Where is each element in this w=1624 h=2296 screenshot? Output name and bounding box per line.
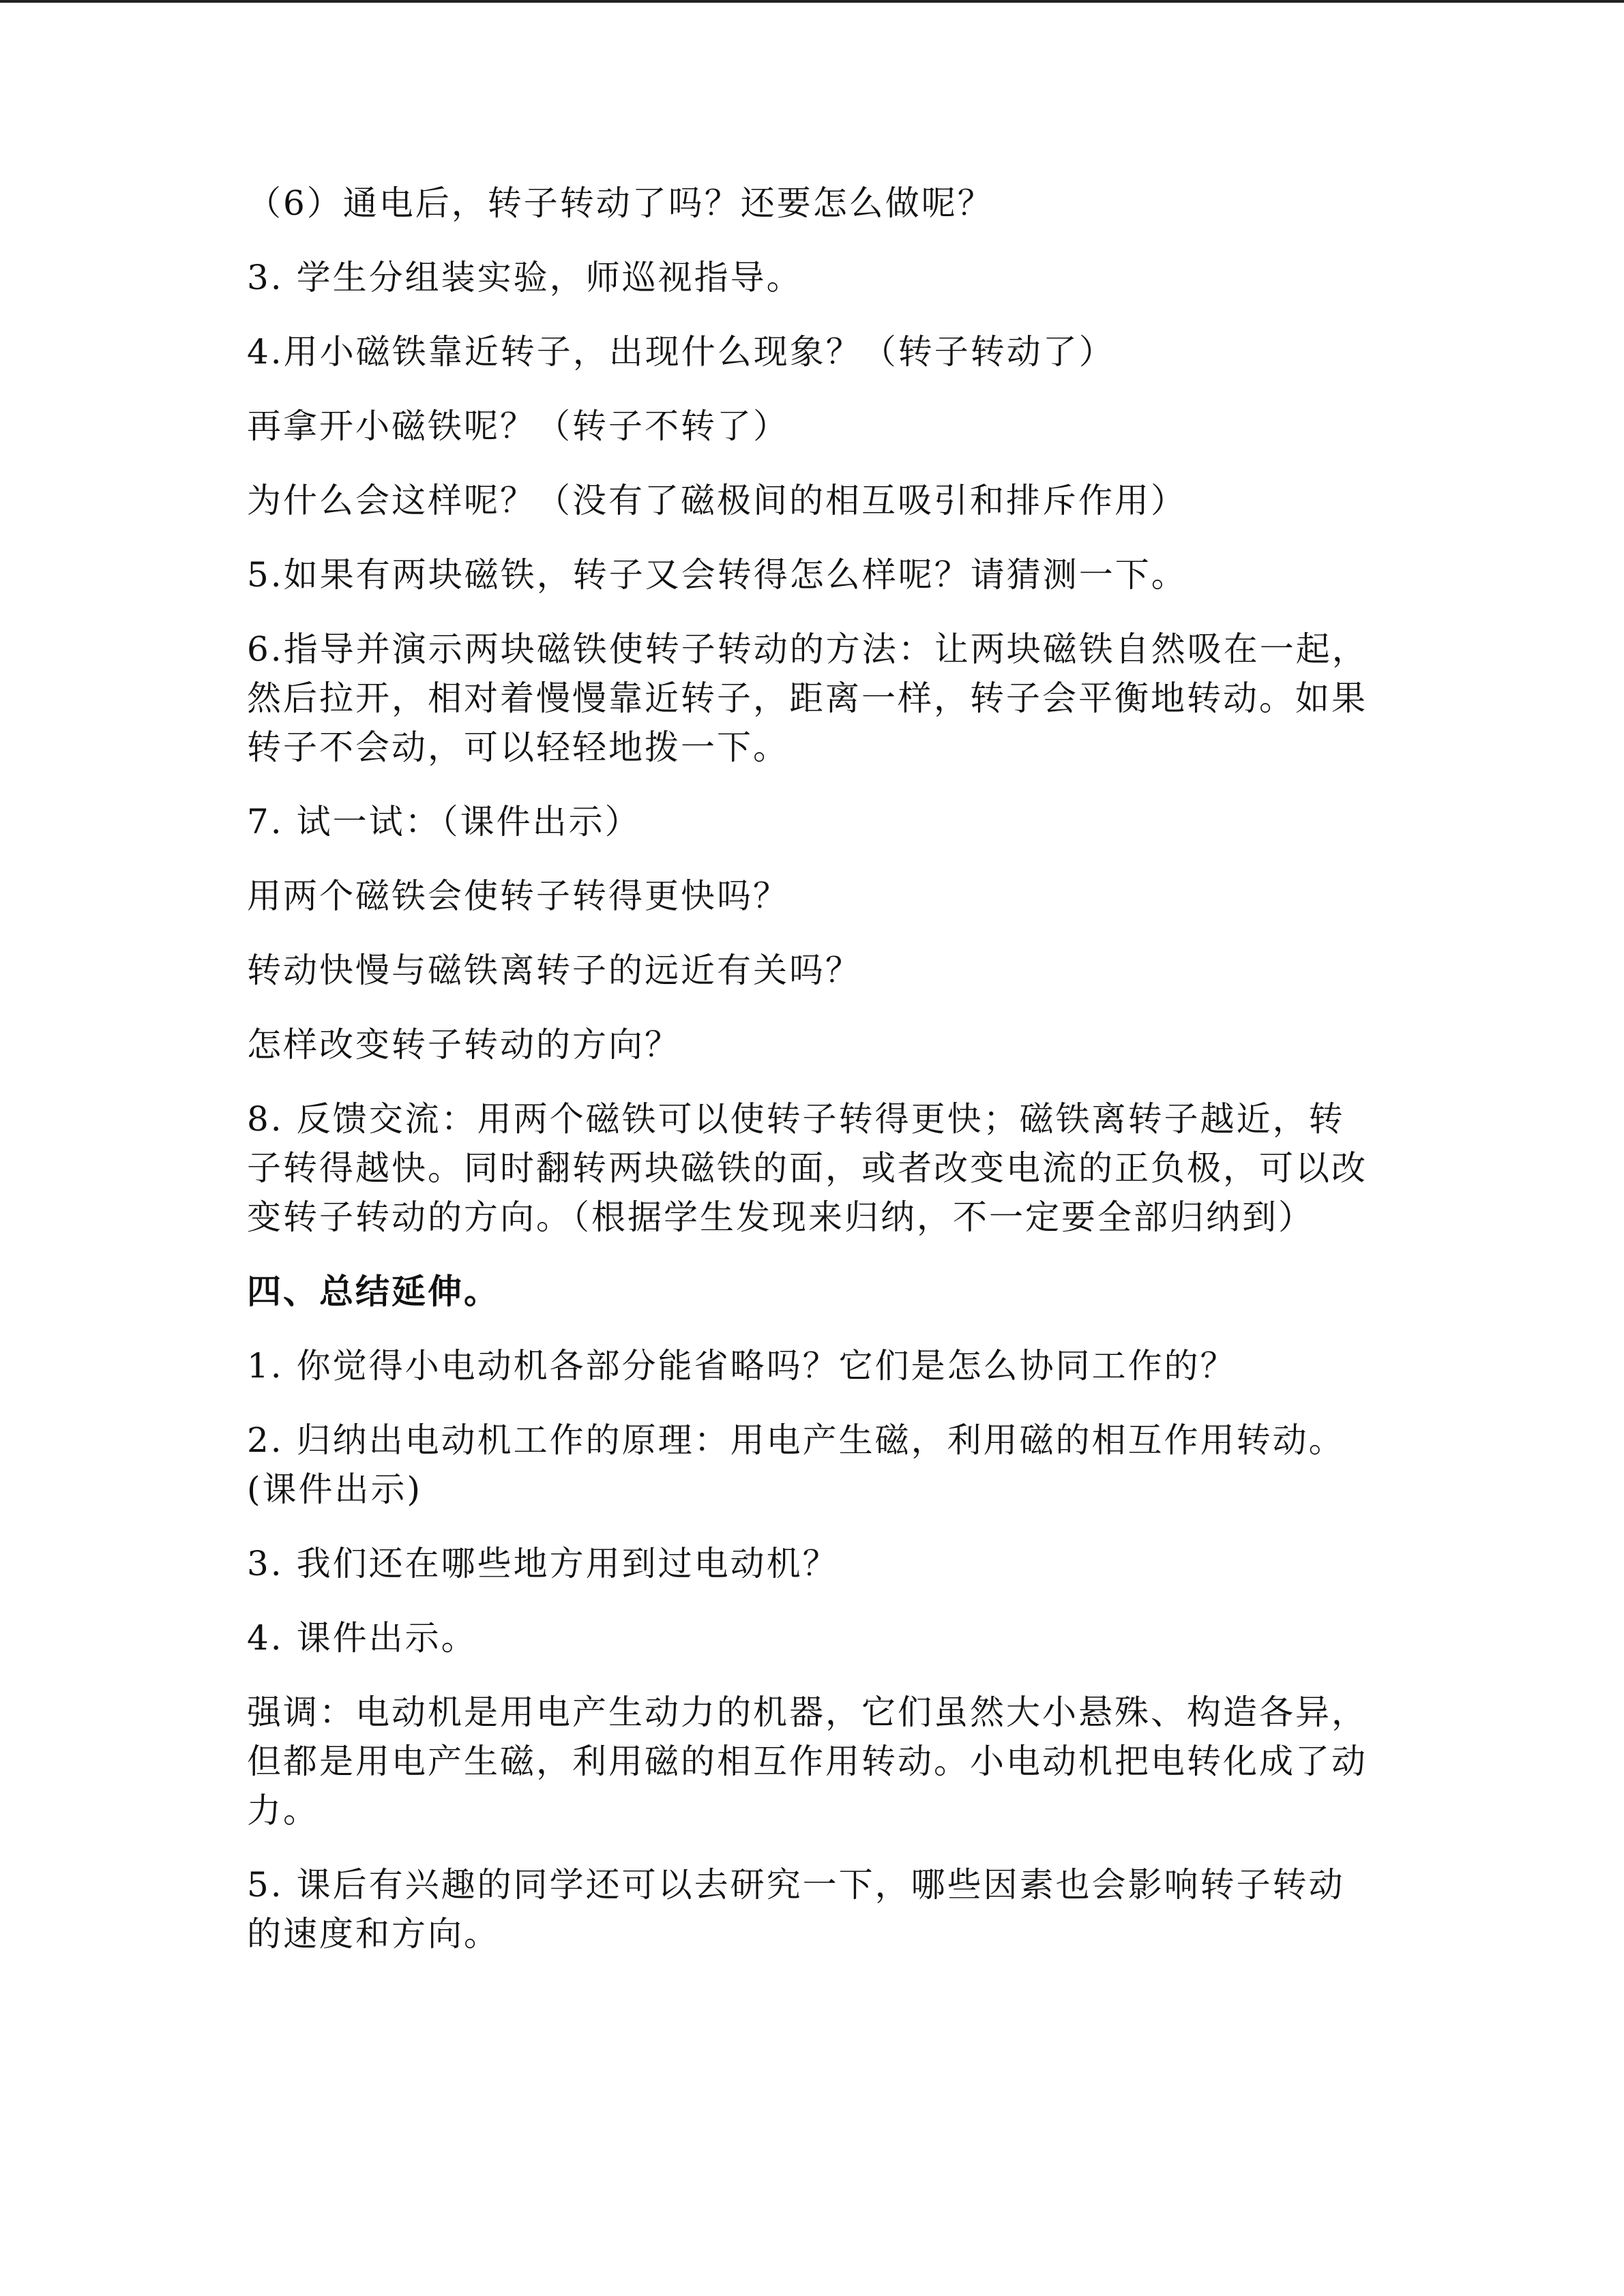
paragraph-summary-2: 2. 归纳出电动机工作的原理：用电产生磁，利用磁的相互作用转动。(课件出示) — [247, 1420, 1345, 1509]
paragraph-why: 为什么会这样呢？（没有了磁极间的相互吸引和排斥作用） — [247, 481, 1187, 520]
paragraph-step-6-question: （6）通电后，转子转动了吗？还要怎么做呢？ — [247, 183, 994, 223]
paragraph-question-distance: 转动快慢与磁铁离转子的远近有关吗？ — [247, 951, 861, 990]
paragraph-summary-1: 1. 你觉得小电动机各部分能省略吗？它们是怎么协同工作的？ — [247, 1346, 1237, 1386]
paragraph-item-6: 6.指导并演示两块磁铁使转子转动的方法：让两块磁铁自然吸在一起，然后拉开，相对着慢慢靠近转子，距离一样，转子会平衡地转动。如果转子不会动，可以轻轻地拨一下。 — [247, 629, 1368, 767]
document-page — [247, 179, 1379, 1958]
section-heading-summary: 四、总结延伸。 — [247, 1272, 500, 1311]
paragraph-summary-5: 5. 课后有兴趣的同学还可以去研究一下，哪些因素也会影响转子转动的速度和方向。 — [247, 1865, 1345, 1954]
paragraph-summary-4: 4. 课件出示。 — [247, 1618, 477, 1658]
paragraph-question-direction: 怎样改变转子转动的方向？ — [247, 1025, 681, 1064]
paragraph-item-5: 5.如果有两块磁铁，转子又会转得怎么样呢？请猜测一下。 — [247, 555, 1187, 595]
paragraph-question-faster: 用两个磁铁会使转子转得更快吗？ — [247, 876, 789, 916]
paragraph-item-3: 3. 学生分组装实验，师巡视指导。 — [247, 258, 803, 297]
paragraph-item-4: 4.用小磁铁靠近转子，出现什么现象？（转子转动了） — [247, 332, 1115, 372]
paragraph-emphasis: 强调：电动机是用电产生动力的机器，它们虽然大小悬殊、构造各异，但都是用电产生磁，利用磁的相互作用转动。小电动机把电转化成了动力。 — [247, 1693, 1368, 1830]
paragraph-item-7: 7. 试一试：（课件出示） — [247, 802, 641, 841]
paragraph-item-8: 8. 反馈交流：用两个磁铁可以使转子转得更快；磁铁离转子越近，转子转得越快。同时翻转两块磁铁的面，或者改变电流的正负极，可以改变转子转动的方向。（根据学生发现来归纳，不一定要全部归纳到） — [247, 1099, 1368, 1237]
paragraph-summary-3: 3. 我们还在哪些地方用到过电动机？ — [247, 1544, 839, 1583]
page-top-border — [0, 0, 1624, 3]
paragraph-remove-magnet: 再拿开小磁铁呢？（转子不转了） — [247, 406, 789, 446]
